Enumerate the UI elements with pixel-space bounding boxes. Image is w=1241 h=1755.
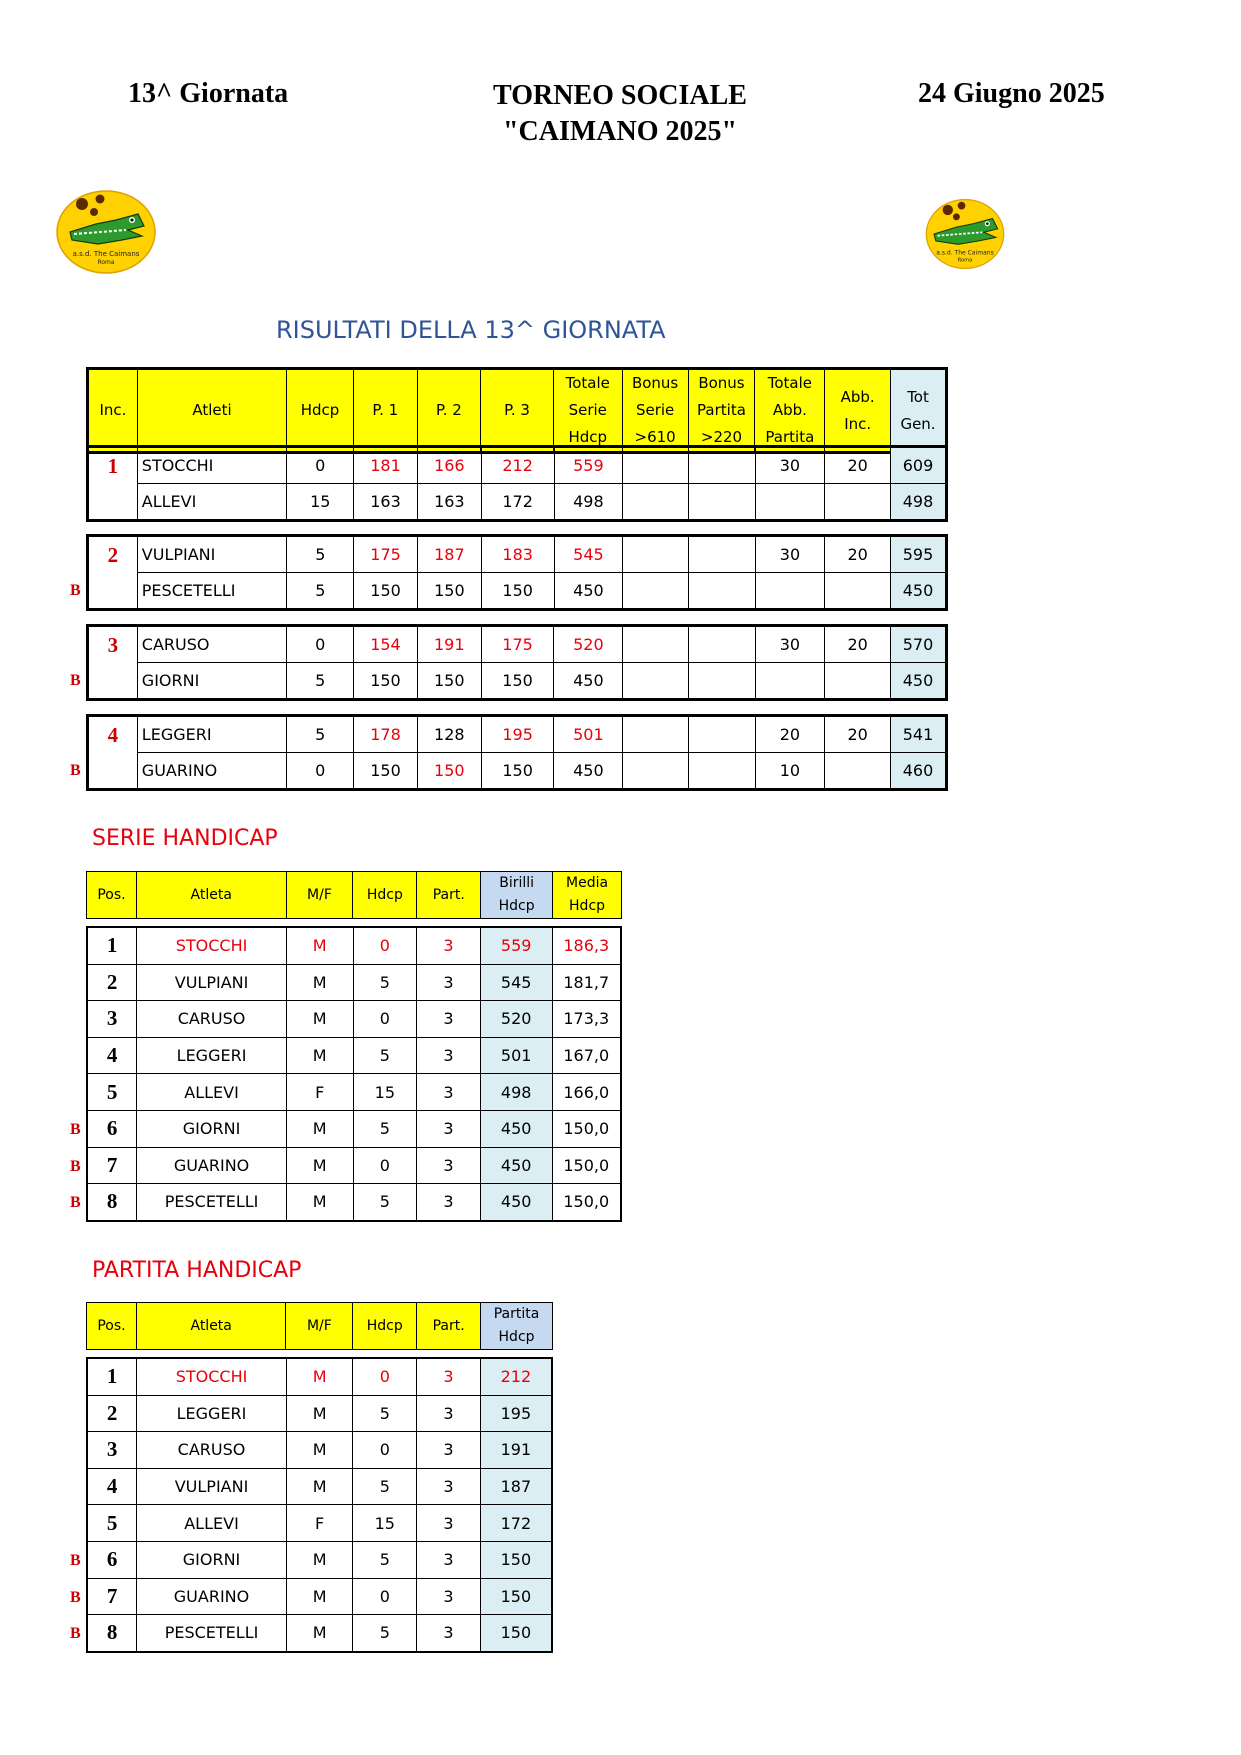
results-group [86,714,948,791]
media-cell: 186,3 [552,927,621,964]
ranking-row [87,1184,621,1221]
athlete-name: GIORNI [137,1541,287,1578]
gender-cell: M [286,1432,353,1469]
gender-cell: M [286,1147,353,1184]
media-cell: 167,0 [552,1037,621,1074]
abb-inc-cell [825,663,891,700]
abb-inc-cell: 20 [825,716,891,753]
results-row [88,447,947,484]
col-hdcp: Hdcp [287,369,354,453]
tournament-title-line1: TORNEO SOCIALE [493,80,747,111]
results-group [86,445,948,522]
position-cell: 3 [87,1001,137,1038]
position-cell: 3 [87,1432,137,1469]
p2-cell: 187 [417,536,481,573]
partite-cell: 3 [417,1110,481,1147]
hdcp-cell: 5 [287,716,354,753]
athlete-name: PESCETELLI [137,573,287,610]
partita-value-cell: 195 [480,1395,552,1432]
bonus-partita-cell [688,536,755,573]
abb-partita-cell: 30 [755,447,825,484]
serie-total-cell: 520 [554,626,623,663]
athlete-name: LEGGERI [137,716,287,753]
athlete-name: GIORNI [137,1110,287,1147]
serie-col-hdcp: Hdcp [353,872,417,919]
partite-cell: 3 [417,964,481,1001]
p1-cell: 150 [354,573,418,610]
ranking-row [87,1541,552,1578]
athlete-name: PESCETELLI [137,1615,287,1652]
partita-col-mf: M/F [286,1303,353,1350]
logo-text-right: a.s.d. The Caimans [936,249,994,257]
b-marker: B [70,672,81,689]
bonus-serie-cell [623,626,689,663]
partita-table [86,1357,553,1653]
b-marker: B [70,1194,81,1212]
birilli-cell: 450 [480,1184,552,1221]
position-cell: 7 [87,1147,137,1184]
athlete-name: ALLEVI [137,1505,287,1542]
bonus-serie-cell [623,663,689,700]
p2-cell: 150 [417,573,481,610]
athlete-name: STOCCHI [137,1358,287,1395]
ranking-row [87,1037,621,1074]
athlete-name: PESCETELLI [137,1184,287,1221]
partite-cell: 3 [417,1505,481,1542]
hdcp-cell: 0 [353,1358,417,1395]
bonus-partita-cell [688,663,755,700]
serie-col-atleta: Atleta [136,872,286,919]
hdcp-cell: 5 [353,1395,417,1432]
partita-header-table [86,1302,553,1350]
position-cell: 8 [87,1184,137,1221]
results-row [88,663,947,700]
athlete-name: VULPIANI [137,536,287,573]
partita-value-cell: 150 [480,1541,552,1578]
b-marker: B [70,582,81,599]
tot-gen-cell: 450 [891,573,947,610]
ranking-row [87,1505,552,1542]
ranking-row [87,1147,621,1184]
partita-handicap-title: PARTITA HANDICAP [92,1258,302,1283]
athlete-name: GUARINO [137,1578,287,1615]
media-cell: 173,3 [552,1001,621,1038]
bonus-serie-cell [623,716,689,753]
gender-cell: M [286,1468,353,1505]
bonus-serie-cell [623,447,689,484]
ranking-row [87,1074,621,1111]
bonus-serie-cell [623,484,689,521]
partite-cell: 3 [417,1395,481,1432]
ranking-row [87,927,621,964]
b-marker: B [70,1588,81,1606]
p3-cell: 183 [481,536,554,573]
col-totale-serie: Totale Serie Hdcp [553,369,622,453]
partite-cell: 3 [417,1147,481,1184]
athlete-name: LEGGERI [137,1037,287,1074]
bonus-serie-cell [623,573,689,610]
caimans-logo-left [56,190,156,274]
hdcp-cell: 0 [353,927,417,964]
hdcp-cell: 0 [287,753,354,790]
abb-partita-cell [755,663,825,700]
col-atleti: Atleti [137,369,286,453]
partita-col-pos: Pos. [87,1303,137,1350]
hdcp-cell: 5 [353,1037,417,1074]
col-p1: P. 1 [353,369,417,453]
incontro-number: 3 [88,626,138,700]
tot-gen-cell: 609 [891,447,947,484]
p1-cell: 175 [354,536,418,573]
hdcp-cell: 0 [353,1147,417,1184]
col-p3: P. 3 [481,369,554,453]
hdcp-cell: 5 [287,536,354,573]
p1-cell: 154 [354,626,418,663]
serie-col-pos: Pos. [87,872,137,919]
athlete-name: LEGGERI [137,1395,287,1432]
partite-cell: 3 [417,1001,481,1038]
partita-col-part: Part. [417,1303,481,1350]
gender-cell: M [286,1184,353,1221]
partite-cell: 3 [417,1037,481,1074]
b-marker: B [70,1157,81,1175]
p3-cell: 172 [481,484,554,521]
tot-gen-cell: 595 [891,536,947,573]
hdcp-cell: 5 [353,964,417,1001]
ranking-row [87,1110,621,1147]
serie-total-cell: 559 [554,447,623,484]
ranking-row [87,1395,552,1432]
serie-total-cell: 450 [554,573,623,610]
p2-cell: 128 [417,716,481,753]
position-cell: 5 [87,1505,137,1542]
col-abb-inc: Abb. Inc. [825,369,891,453]
partita-value-cell: 187 [480,1468,552,1505]
results-group [86,534,948,611]
birilli-cell: 520 [480,1001,552,1038]
hdcp-cell: 5 [287,573,354,610]
ranking-row [87,1432,552,1469]
athlete-name: CARUSO [137,1432,287,1469]
bonus-serie-cell [623,753,689,790]
hdcp-cell: 5 [353,1615,417,1652]
gender-cell: M [286,964,353,1001]
birilli-cell: 501 [480,1037,552,1074]
athlete-name: ALLEVI [137,1074,287,1111]
gender-cell: M [286,1001,353,1038]
abb-partita-cell [755,573,825,610]
tot-gen-cell: 541 [891,716,947,753]
col-tot-gen: Tot Gen. [891,369,947,453]
event-date: 24 Giugno 2025 [918,78,1105,109]
birilli-cell: 559 [480,927,552,964]
bonus-partita-cell [688,447,755,484]
b-marker: B [70,1121,81,1138]
serie-col-part: Part. [417,872,481,919]
partita-col-value: Partita Hdcp [481,1303,553,1350]
ranking-row [87,1468,552,1505]
serie-total-cell: 450 [554,753,623,790]
serie-total-cell: 501 [554,716,623,753]
serie-total-cell: 450 [554,663,623,700]
partite-cell: 3 [417,1358,481,1395]
hdcp-cell: 0 [353,1578,417,1615]
position-cell: 1 [87,1358,137,1395]
athlete-name: GUARINO [137,1147,287,1184]
serie-handicap-title: SERIE HANDICAP [92,826,278,851]
results-row [88,484,947,521]
hdcp-cell: 0 [353,1001,417,1038]
ranking-row [87,1578,552,1615]
p3-cell: 150 [481,573,554,610]
athlete-name: CARUSO [137,626,287,663]
abb-partita-cell: 30 [755,536,825,573]
abb-partita-cell [755,484,825,521]
p3-cell: 175 [481,626,554,663]
results-group [86,624,948,701]
hdcp-cell: 15 [287,484,354,521]
partita-col-atleta: Atleta [136,1303,286,1350]
birilli-cell: 545 [480,964,552,1001]
ranking-row [87,964,621,1001]
incontro-number: 2 [88,536,138,610]
gender-cell: M [286,1110,353,1147]
col-totale-abb: Totale Abb. Partita [755,369,825,453]
gender-cell: M [286,1395,353,1432]
partita-value-cell: 212 [480,1358,552,1395]
partita-col-hdcp: Hdcp [353,1303,417,1350]
bonus-partita-cell [688,484,755,521]
position-cell: 2 [87,1395,137,1432]
partita-value-cell: 191 [480,1432,552,1469]
serie-col-birilli: Birilli Hdcp [481,872,553,919]
hdcp-cell: 5 [287,663,354,700]
athlete-name: ALLEVI [137,484,287,521]
media-cell: 181,7 [552,964,621,1001]
hdcp-cell: 5 [353,1110,417,1147]
abb-inc-cell [825,753,891,790]
logo-subtext-right: Roma [957,257,973,264]
abb-partita-cell: 10 [755,753,825,790]
partita-value-cell: 172 [480,1505,552,1542]
serie-total-cell: 545 [554,536,623,573]
abb-inc-cell [825,573,891,610]
hdcp-cell: 0 [353,1432,417,1469]
position-cell: 5 [87,1074,137,1111]
p2-cell: 150 [417,753,481,790]
gender-cell: M [286,1615,353,1652]
athlete-name: STOCCHI [137,927,287,964]
b-marker: B [70,1552,81,1569]
results-row [88,626,947,663]
gender-cell: M [286,1578,353,1615]
athlete-name: VULPIANI [137,964,287,1001]
partita-value-cell: 150 [480,1615,552,1652]
p2-cell: 163 [417,484,481,521]
p1-cell: 181 [354,447,418,484]
hdcp-cell: 5 [353,1468,417,1505]
athlete-name: GUARINO [137,753,287,790]
hdcp-cell: 0 [287,626,354,663]
gender-cell: F [286,1074,353,1111]
partite-cell: 3 [417,1184,481,1221]
col-bonus-partita: Bonus Partita >220 [688,369,755,453]
ranking-row [87,1001,621,1038]
p1-cell: 150 [354,753,418,790]
position-cell: 4 [87,1468,137,1505]
partite-cell: 3 [417,1541,481,1578]
partita-value-cell: 150 [480,1578,552,1615]
tournament-title [440,78,800,150]
gender-cell: M [286,1358,353,1395]
bonus-partita-cell [688,573,755,610]
caimans-logo-right [922,194,1008,274]
bonus-partita-cell [688,716,755,753]
tot-gen-cell: 498 [891,484,947,521]
ranking-row [87,1615,552,1652]
abb-inc-cell [825,484,891,521]
p2-cell: 150 [417,663,481,700]
p1-cell: 163 [354,484,418,521]
position-cell: 2 [87,964,137,1001]
partite-cell: 3 [417,1432,481,1469]
p2-cell: 166 [417,447,481,484]
logo-text-left: a.s.d. The Caimans [72,250,140,258]
athlete-name: CARUSO [137,1001,287,1038]
media-cell: 150,0 [552,1147,621,1184]
birilli-cell: 450 [480,1110,552,1147]
partite-cell: 3 [417,1578,481,1615]
serie-table [86,926,622,1222]
tournament-title-line2: "CAIMANO 2025" [502,116,738,147]
media-cell: 150,0 [552,1184,621,1221]
col-p2: P. 2 [417,369,481,453]
gender-cell: M [286,1037,353,1074]
col-bonus-serie: Bonus Serie >610 [622,369,688,453]
media-cell: 150,0 [552,1110,621,1147]
col-inc: Inc. [88,369,138,453]
abb-partita-cell: 20 [755,716,825,753]
media-cell: 166,0 [552,1074,621,1111]
partite-cell: 3 [417,1615,481,1652]
partite-cell: 3 [417,1074,481,1111]
abb-inc-cell: 20 [825,626,891,663]
results-header-table [86,367,948,454]
hdcp-cell: 5 [353,1541,417,1578]
incontro-number: 4 [88,716,138,790]
serie-total-cell: 498 [554,484,623,521]
b-marker: B [70,762,81,779]
birilli-cell: 450 [480,1147,552,1184]
gender-cell: M [286,1541,353,1578]
hdcp-cell: 0 [287,447,354,484]
position-cell: 1 [87,927,137,964]
p1-cell: 178 [354,716,418,753]
b-marker: B [70,1625,81,1643]
serie-col-media: Media Hdcp [553,872,622,919]
position-cell: 7 [87,1578,137,1615]
abb-partita-cell: 30 [755,626,825,663]
position-cell: 6 [87,1110,137,1147]
abb-inc-cell: 20 [825,447,891,484]
gender-cell: M [286,927,353,964]
p3-cell: 150 [481,753,554,790]
tot-gen-cell: 460 [891,753,947,790]
serie-col-mf: M/F [286,872,353,919]
position-cell: 8 [87,1615,137,1652]
serie-header-table [86,871,622,919]
bonus-serie-cell [623,536,689,573]
p3-cell: 150 [481,663,554,700]
position-cell: 6 [87,1541,137,1578]
p3-cell: 195 [481,716,554,753]
results-title: RISULTATI DELLA 13^ GIORNATA [276,316,666,344]
p2-cell: 191 [417,626,481,663]
hdcp-cell: 15 [353,1074,417,1111]
results-row [88,716,947,753]
results-row [88,536,947,573]
bonus-partita-cell [688,626,755,663]
hdcp-cell: 15 [353,1505,417,1542]
athlete-name: STOCCHI [137,447,287,484]
athlete-name: GIORNI [137,663,287,700]
incontro-number: 1 [88,447,138,521]
logo-subtext-left: Roma [97,259,115,266]
ranking-row [87,1358,552,1395]
gender-cell: F [286,1505,353,1542]
birilli-cell: 498 [480,1074,552,1111]
round-label: 13^ Giornata [128,78,289,109]
partite-cell: 3 [417,927,481,964]
bonus-partita-cell [688,753,755,790]
hdcp-cell: 5 [353,1184,417,1221]
tot-gen-cell: 570 [891,626,947,663]
results-row [88,753,947,790]
p3-cell: 212 [481,447,554,484]
athlete-name: VULPIANI [137,1468,287,1505]
results-row [88,573,947,610]
abb-inc-cell: 20 [825,536,891,573]
p1-cell: 150 [354,663,418,700]
tot-gen-cell: 450 [891,663,947,700]
position-cell: 4 [87,1037,137,1074]
partite-cell: 3 [417,1468,481,1505]
